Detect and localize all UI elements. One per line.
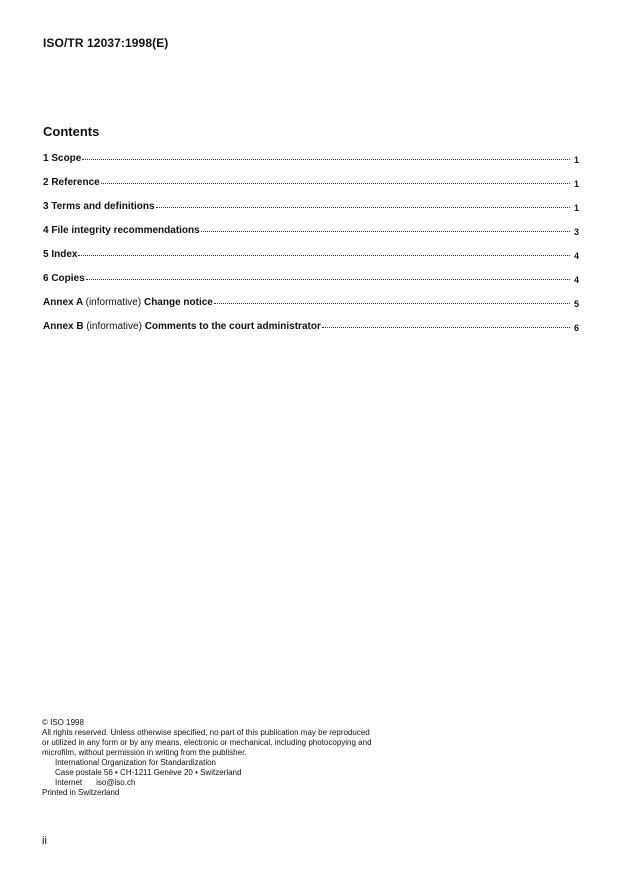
toc-entry-label: 4 File integrity recommendations: [43, 225, 200, 236]
copyright-symbol-line: © ISO 1998: [42, 718, 84, 727]
toc-page-number: 6: [573, 323, 579, 333]
document-identifier: ISO/TR 12037:1998(E): [43, 36, 169, 50]
table-of-contents: [43, 152, 579, 344]
toc-entry-copies[interactable]: [43, 272, 579, 296]
toc-entry-label: [43, 297, 213, 308]
toc-entry-label: 2 Reference: [43, 177, 100, 188]
dot-leader: [201, 223, 570, 232]
contents-heading: Contents: [43, 124, 100, 139]
annex-qualifier: (informative): [85, 297, 142, 308]
toc-entry-label: 5 Index: [43, 249, 78, 260]
toc-entry-annex-b[interactable]: [43, 320, 579, 344]
internet-contact: [42, 778, 372, 788]
annex-prefix: Annex B: [43, 321, 84, 332]
organization-name: International Organization for Standardization: [55, 758, 216, 767]
toc-page-number: 3: [573, 227, 579, 237]
toc-entry-label: 6 Copies: [43, 273, 85, 284]
printed-location: Printed in Switzerland: [42, 788, 120, 797]
toc-entry-label: 1 Scope: [43, 153, 82, 164]
toc-page-number: 4: [573, 275, 579, 285]
toc-page-number: 1: [573, 155, 579, 165]
annex-qualifier: (informative): [86, 321, 142, 332]
toc-entry-index[interactable]: [43, 248, 579, 272]
toc-entry-annex-a[interactable]: [43, 296, 579, 320]
rights-line: All rights reserved. Unless otherwise specified, no part of this publication may be reproduced: [42, 728, 370, 737]
rights-line: or utilized in any form or by any means, electronic or mechanical, including photocopying and: [42, 738, 372, 747]
dot-leader: [82, 151, 570, 160]
copyright-notice: [42, 718, 372, 798]
dot-leader: [86, 271, 570, 280]
toc-page-number: 5: [573, 299, 579, 309]
toc-entry-file-integrity[interactable]: [43, 224, 579, 248]
dot-leader: [322, 319, 570, 328]
rights-line: microfilm, without permission in writing from the publisher.: [42, 748, 247, 757]
toc-page-number: 4: [573, 251, 579, 261]
dot-leader: [101, 175, 570, 184]
annex-title: Change notice: [143, 297, 213, 308]
dot-leader: [78, 247, 570, 256]
internet-label: Internet: [55, 778, 83, 787]
toc-page-number: 1: [573, 203, 579, 213]
annex-title: Comments to the court administrator: [144, 321, 321, 332]
annex-prefix: Annex A: [43, 297, 83, 308]
page-number: ii: [42, 835, 47, 847]
toc-entry-label: 3 Terms and definitions: [43, 201, 155, 212]
toc-entry-reference[interactable]: [43, 176, 579, 200]
toc-entry-scope[interactable]: [43, 152, 579, 176]
dot-leader: [156, 199, 571, 208]
toc-entry-terms-and-definitions[interactable]: [43, 200, 579, 224]
internet-email[interactable]: iso@iso.ch: [96, 778, 136, 787]
toc-page-number: 1: [573, 179, 579, 189]
toc-entry-label: [43, 321, 321, 332]
dot-leader: [214, 295, 570, 304]
organization-address: Case postale 56 • CH-1211 Genève 20 • Switzerland: [55, 768, 242, 777]
